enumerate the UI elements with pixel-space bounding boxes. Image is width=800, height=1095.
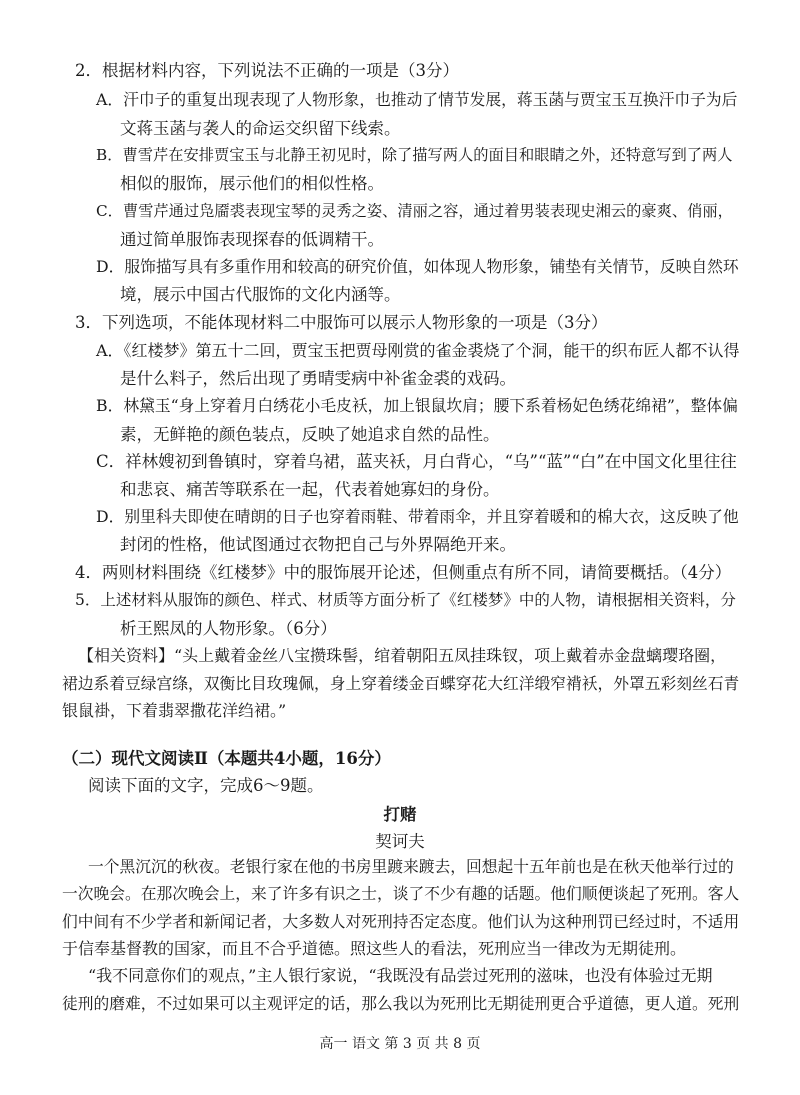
q5-reference-material: 【相关资料】“头上戴着金丝八宝攒珠髻，绾着朝阳五凤挂珠钗，项上戴着赤金盘螭璎珞圈， [78,646,727,665]
q3-option-d: D．别里科夫即使在晴朗的日子也穿着雨鞋、带着雨伞，并且穿着暖和的棉大衣，这反映了他 [96,507,739,526]
q5-stem-cont: 析王熙凤的人物形象。（6分） [120,619,337,638]
q3-option-a-cont: 是什么料子，然后出现了勇晴雯病中补雀金裘的戏码。 [120,369,516,388]
q3-option-a: A．《红楼梦》第五十二回，贾宝玉把贾母刚赏的雀金裘烧了个洞，能干的织布匠人都不认得 [96,341,740,360]
passage-paragraph-2-line-2: 徒刑的磨难，不过如果可以主观评定的话，那么我以为死刑比无期徒刑更合乎道德，更人道。死刑 [62,994,740,1013]
passage-paragraph-1-line-2: 一次晚会。在那次晚会上，来了许多有识之士，谈了不少有趣的话题。他们顺便谈起了死刑。客人 [62,884,740,903]
q3-option-d-cont: 封闭的性格，他试图通过衣物把自己与外界隔绝开来。 [120,535,516,554]
q5-stem: 5．上述材料从服饰的颜色、样式、材质等方面分析了《红楼梦》中的人物，请根据相关资料，分 [75,591,736,609]
passage-paragraph-1: 一个黑沉沉的秋夜。老银行家在他的书房里踱来踱去，回想起十五年前也是在秋天他举行过的 [88,857,734,876]
passage-paragraph-1-line-4: 于信奉基督教的国家，而且不合乎道德。照这些人的看法，死刑应当一律改为无期徒刑。 [62,939,687,958]
q2-option-a: A．汗巾子的重复出现表现了人物形象，也推动了情节发展，蒋玉菡与贾宝玉互换汗巾子为后 [96,90,738,109]
section-heading: （二）现代文阅读Ⅱ（本题共4小题，16分） [62,749,391,768]
q2-option-a-cont: 文蒋玉菡与袭人的命运交织留下线索。 [120,119,401,138]
page-footer: 高一 语文 第 3 页 共 8 页 [319,1036,481,1052]
q2-option-b: B．曹雪芹在安排贾宝玉与北静王初见时，除了描写两人的面目和眼睛之外，还特意写到了两人 [96,146,733,164]
q2-stem: 2．根据材料内容，下列说法不正确的一项是（3分） [75,61,459,80]
q3-stem: 3．下列选项，不能体现材料二中服饰可以展示人物形象的一项是（3分） [75,313,608,332]
passage-author: 契诃夫 [375,832,425,851]
q2-option-d-cont: 境，展示中国古代服饰的文化内涵等。 [120,285,401,304]
q3-option-b-cont: 素，无鲜艳的颜色装点，反映了她追求自然的品性。 [120,425,500,444]
q5-reference-cont-1: 裙边系着豆绿宫绦，双衡比目玫瑰佩，身上穿着缕金百蝶穿花大红洋缎窄褙袄，外罩五彩刻丝石青 [62,674,740,693]
q2-option-b-cont: 相似的服饰，展示他们的相似性格。 [120,174,384,193]
q3-option-c: C．祥林嫂初到鲁镇时，穿着乌裙，蓝夹袄，月白背心，“乌”“蓝”“白”在中国文化里往往 [96,452,737,471]
passage-paragraph-2: “我不同意你们的观点，”主人银行家说，“我既没有品尝过死刑的滋味，也没有体验过无期 [88,966,713,985]
q2-option-d: D．服饰描写具有多重作用和较高的研究价值，如体现人物形象，铺垫有关情节，反映自然环 [96,257,739,276]
q2-option-c: C．曹雪芹通过凫靥裘表现宝琴的灵秀之姿、清丽之容，通过着男装表现史湘云的豪爽、俏丽， [96,202,733,220]
q5-reference-cont-2: 银鼠褂，下着翡翠撒花洋绉裙。” [62,701,287,720]
section-instructions: 阅读下面的文字，完成6～9题。 [88,776,324,795]
q3-option-c-cont: 和悲哀、痛苦等联系在一起，代表着她寡妇的身份。 [120,480,500,499]
q2-option-c-cont: 通过简单服饰表现探春的低调精干。 [120,230,384,249]
q4-stem: 4．两则材料围绕《红楼梦》中的服饰展开论述，但侧重点有所不同，请简要概括。（4分） [75,563,732,582]
q3-option-b: B．林黛玉“身上穿着月白绣花小毛皮袄，加上银鼠坎肩；腰下系着杨妃色绣花绵裙”，整体偏 [96,396,738,415]
passage-title: 打赌 [383,805,417,824]
passage-paragraph-1-line-3: 们中间有不少学者和新闻记者，大多数人对死刑持否定态度。他们认为这种刑罚已经过时，不适用 [62,912,740,931]
